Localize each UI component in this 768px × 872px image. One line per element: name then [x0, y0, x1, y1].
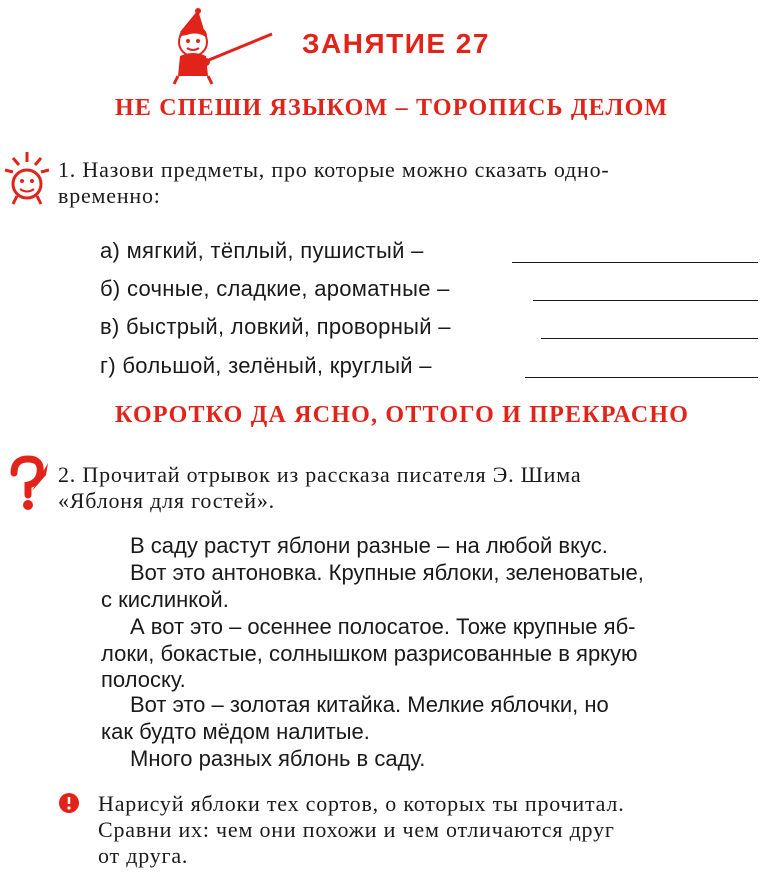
final-task-line-3: от друга. — [98, 843, 189, 868]
mascot-illustration — [160, 6, 275, 86]
story-line-1: В саду растут яблони разные – на любой вкус. — [130, 533, 608, 558]
task-2-line-2: «Яблоня для гостей». — [58, 488, 275, 513]
answer-item-b: б) сочные, сладкие, ароматные – — [100, 276, 450, 301]
story-line-7: Вот это – золотая китайка. Мелкие яблочки, но — [130, 692, 609, 717]
story-line-4: А вот это – осеннее полосатое. Тоже крупные яб- — [130, 614, 636, 639]
task-2-line-1: 2. Прочитай отрывок из рассказа писателя Э. Шима — [58, 462, 582, 487]
task-1-line-2: временно: — [58, 183, 161, 208]
story-line-3: с кислинкой. — [101, 587, 229, 612]
answer-blank-g[interactable] — [525, 353, 758, 378]
answer-item-g: г) большой, зелёный, круглый – — [100, 353, 432, 378]
drawing-task-icon — [58, 792, 80, 814]
final-task-line-2: Сравни их: чем они похожи и чем отличаются друг — [98, 817, 615, 842]
final-task-line-1: Нарисуй яблоки тех сортов, о которых ты прочитал. — [98, 791, 625, 816]
task-1-line-1: 1. Назови предметы, про которые можно сказать одно- — [58, 157, 610, 182]
section-heading-1: НЕ СПЕШИ ЯЗЫКОМ – ТОРОПИСЬ ДЕЛОМ — [115, 95, 669, 121]
story-line-5: локи, бокастые, солнышком разрисованные в яркую — [101, 641, 638, 666]
story-line-9: Много разных яблонь в саду. — [130, 746, 426, 771]
answer-blank-b[interactable] — [533, 276, 758, 301]
story-line-8: как будто мёдом налитые. — [101, 719, 370, 744]
answer-item-v: в) быстрый, ловкий, проворный – — [100, 314, 451, 339]
answer-blank-a[interactable] — [512, 238, 758, 263]
task-1-text — [58, 157, 610, 209]
final-task-text — [98, 791, 625, 869]
answer-item-a: а) мягкий, тёплый, пушистый – — [100, 238, 424, 263]
answer-blank-v[interactable] — [541, 314, 758, 339]
story-line-6: полоску. — [101, 667, 186, 692]
lesson-title: ЗАНЯТИЕ 27 — [302, 28, 490, 59]
story-line-2: Вот это антоновка. Крупные яблоки, зеленоватые, — [130, 560, 644, 585]
task-2-text — [58, 462, 581, 514]
question-quill-icon — [6, 455, 50, 513]
section-heading-2: КОРОТКО ДА ЯСНО, ОТТОГО И ПРЕКРАСНО — [115, 402, 690, 428]
alarm-clock-icon — [3, 150, 51, 208]
